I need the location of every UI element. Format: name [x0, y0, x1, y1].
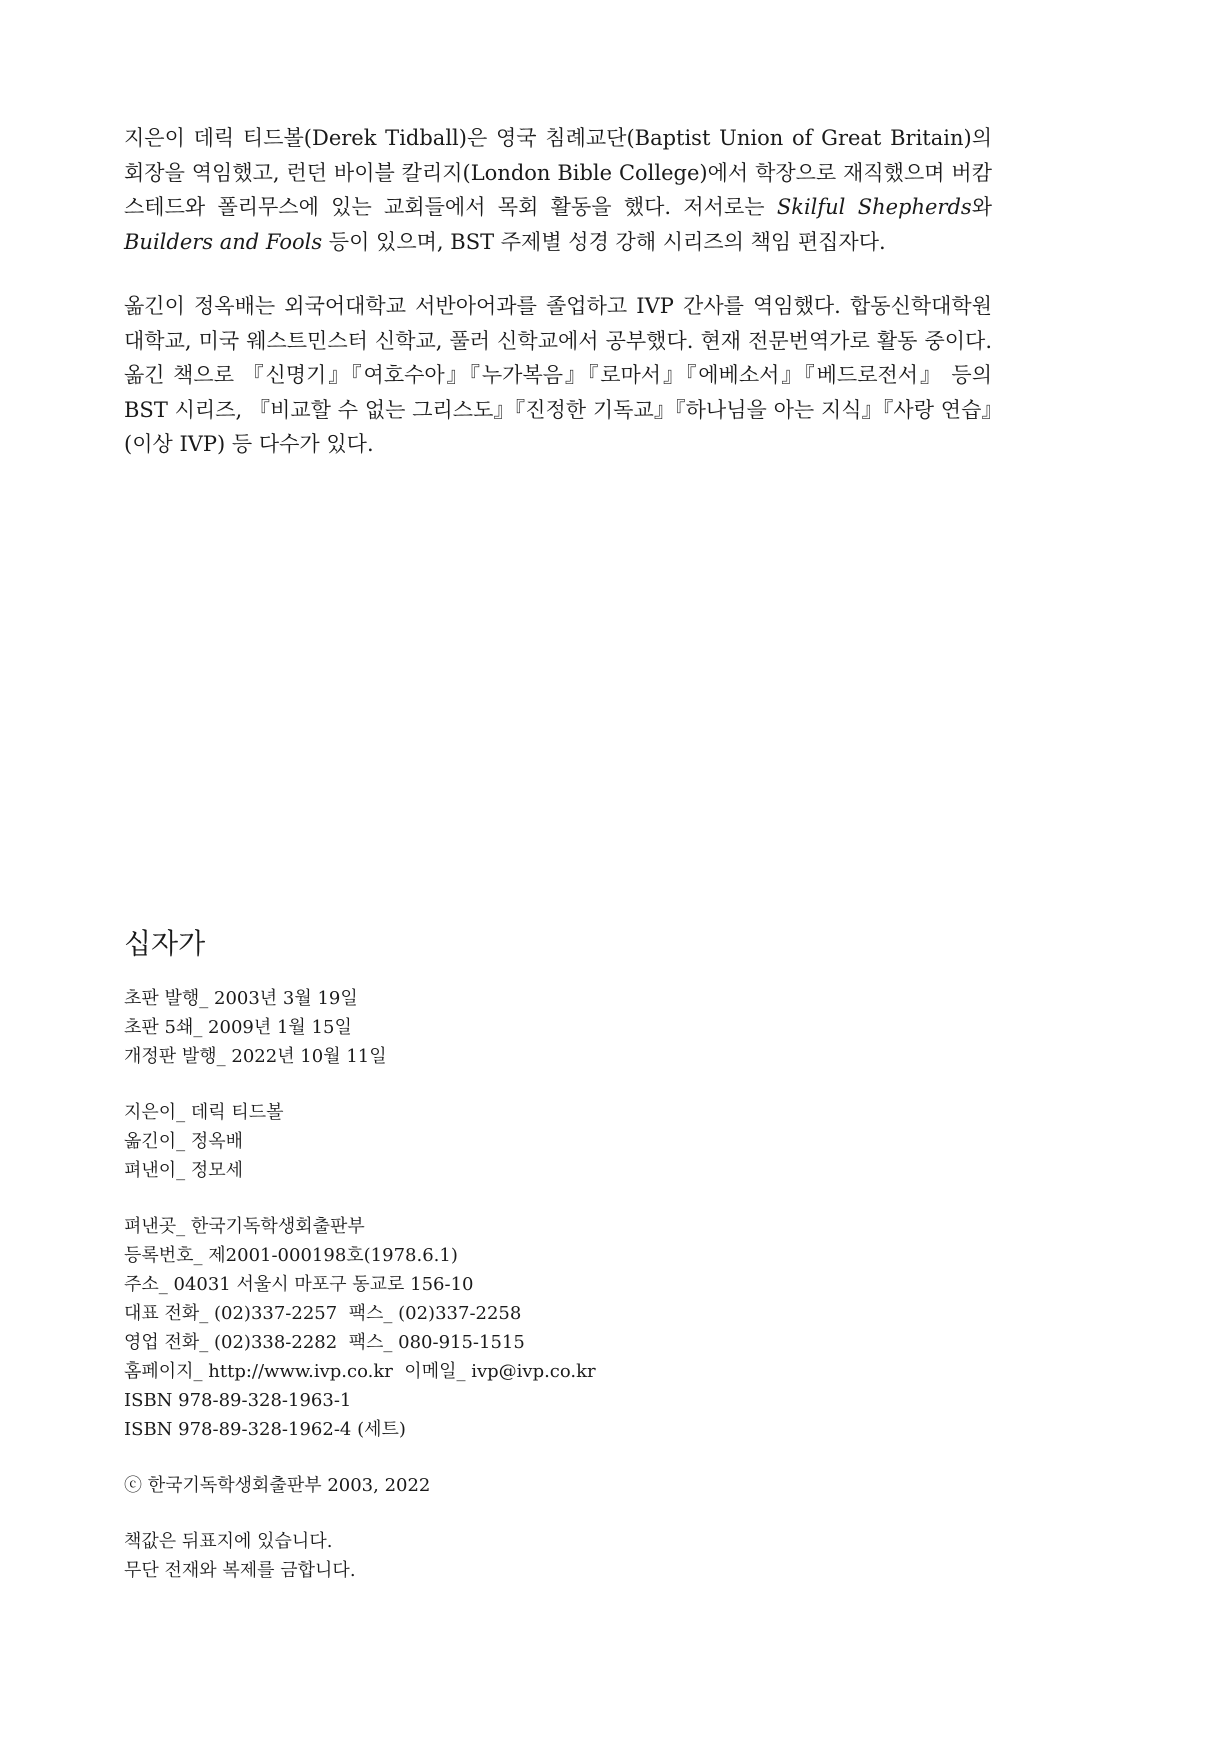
author-credit: 지은이_ 데릭 티드볼	[124, 1102, 284, 1123]
isbn: ISBN 978-89-328-1963-1	[124, 1390, 352, 1411]
author-bio-paragraph	[124, 121, 992, 259]
edition-info	[124, 984, 924, 1071]
address: 주소_ 04031 서울시 마포구 동교로 156-10	[124, 1274, 474, 1295]
copyright-block	[124, 1471, 924, 1500]
author-bio-text-3: 등이 있으며, BST 주제별 성경 강해 시리즈의 책임 편집자다.	[322, 229, 886, 254]
revised-edition-date: 개정판 발행_ 2022년 10월 11일	[124, 1046, 387, 1067]
publisher-credit: 펴낸이_ 정모세	[124, 1160, 244, 1181]
author-bio-book-title-1: Skilful Shepherds	[776, 195, 972, 219]
translator-credit: 옮긴이_ 정옥배	[124, 1131, 244, 1152]
translator-bio	[124, 289, 992, 462]
registration-number: 등록번호_ 제2001-000198호(1978.6.1)	[124, 1245, 458, 1266]
homepage-email: 홈페이지_ http://www.ivp.co.kr 이메일_ ivp@ivp.co.kr	[124, 1361, 596, 1382]
author-bio-text-2: 와	[971, 195, 992, 219]
isbn-set: ISBN 978-89-328-1962-4 (세트)	[124, 1419, 406, 1440]
publisher-info	[124, 1212, 924, 1444]
colophon	[124, 926, 924, 1612]
price-notice: 책값은 뒤표지에 있습니다.	[124, 1531, 333, 1552]
first-edition-date: 초판 발행_ 2003년 3월 19일	[124, 988, 358, 1009]
sales-phone-fax: 영업 전화_ (02)338-2282 팩스_ 080-915-1515	[124, 1332, 525, 1353]
main-phone-fax: 대표 전화_ (02)337-2257 팩스_ (02)337-2258	[124, 1303, 522, 1324]
reproduction-notice: 무단 전재와 복제를 금합니다.	[124, 1560, 356, 1581]
publishing-house: 펴낸곳_ 한국기독학생회출판부	[124, 1216, 365, 1237]
author-bio	[124, 121, 992, 259]
copyright-notice: ⓒ 한국기독학생회출판부 2003, 2022	[124, 1475, 431, 1496]
translator-bio-paragraph: 옮긴이 정옥배는 외국어대학교 서반아어과를 졸업하고 IVP 간사를 역임했다. 합동신학대학원대학교, 미국 웨스트민스터 신학교, 풀러 신학교에서 공부했다. 현재 전문번역가로 활동 중이다. 옮긴 책으로 『신명기』『여호수아』『누가복음』『로마서』『에베소서』『베드로전서』 등의 BST 시리즈, 『비교할 수 없는 그리스도』『진정한 기독교』『하나님을 아는 지식』『사랑 연습』(이상 IVP) 등 다수가 있다.	[124, 294, 992, 456]
fifth-printing-date: 초판 5쇄_ 2009년 1월 15일	[124, 1017, 352, 1038]
author-bio-book-title-2: Builders and Fools	[124, 229, 323, 254]
book-title: 십자가	[124, 927, 206, 960]
notices	[124, 1527, 924, 1585]
credits	[124, 1098, 924, 1185]
author-bio-text-1: 지은이 데릭 티드볼(Derek Tidball)은 영국 침례교단(Baptist Union of Great Britain)의 회장을 역임했고, 런던 바이블 칼리지(London Bible College)에서 학장으로 재직했으며 버캄스테드와 폴리무스에 있는 교회들에서 목회 활동을 했다. 저서로는	[124, 126, 992, 219]
